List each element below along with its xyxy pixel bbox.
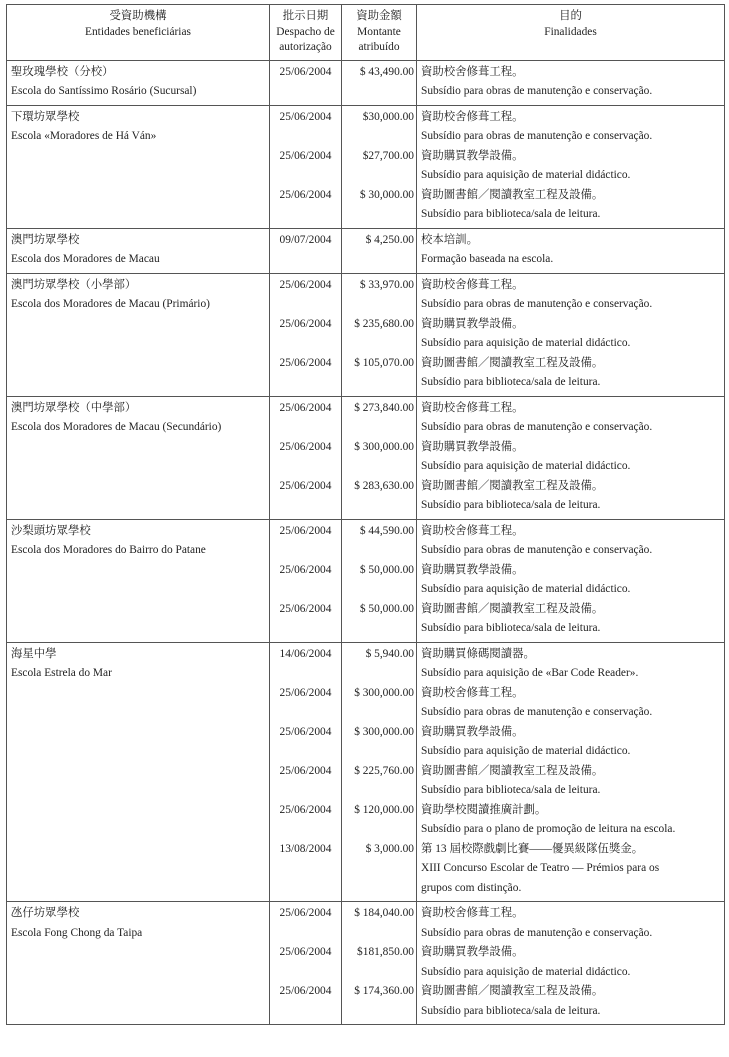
purpose-pt: Subsídio para biblioteca/sala de leitura. bbox=[421, 1004, 601, 1017]
spacer bbox=[342, 541, 414, 561]
purpose-zh: 資助圖書館／閱讀教室工程及設備。 bbox=[421, 356, 604, 369]
grant-date: 25/06/2004 bbox=[279, 764, 332, 777]
purpose-pt: Subsídio para aquisição de material didáctico. bbox=[421, 583, 631, 595]
purpose-zh: 資助校舍修葺工程。 bbox=[421, 686, 524, 699]
spacer bbox=[342, 703, 414, 723]
spacer bbox=[270, 963, 341, 983]
spacer bbox=[270, 879, 341, 899]
grant-date: 25/06/2004 bbox=[279, 907, 332, 919]
purpose-pt: Subsídio para obras de manutenção e conservação. bbox=[421, 298, 653, 310]
purpose-zh: 資助校舍修葺工程。 bbox=[421, 401, 524, 414]
purpose-zh: 資助購買教學設備。 bbox=[421, 946, 524, 958]
spacer bbox=[270, 619, 341, 639]
purpose-zh: 資助圖書館／閱讀教室工程及設備。 bbox=[421, 479, 604, 492]
grant-amount: $ 3,000.00 bbox=[365, 842, 414, 855]
purpose-cell bbox=[417, 396, 725, 519]
grant-date: 25/06/2004 bbox=[279, 725, 332, 738]
purpose-zh: 資助圖書館／閱讀教室工程及設備。 bbox=[421, 985, 604, 997]
header-date bbox=[270, 5, 342, 61]
purpose-cell bbox=[417, 642, 725, 902]
spacer bbox=[342, 664, 414, 684]
header-line: Finalidades bbox=[544, 25, 597, 38]
grant-date: 25/06/2004 bbox=[279, 317, 332, 330]
grants-document bbox=[6, 4, 724, 1025]
grant-amount: $ 33,970.00 bbox=[359, 278, 414, 291]
purpose-pt: Formação baseada na escola. bbox=[421, 253, 554, 265]
entity-name-zh: 氹仔坊眾學校 bbox=[11, 907, 80, 919]
table-row bbox=[7, 60, 725, 105]
table-row bbox=[7, 902, 725, 1025]
purpose-zh: 資助購買教學設備。 bbox=[421, 317, 524, 330]
table-row bbox=[7, 519, 725, 642]
grant-date: 25/06/2004 bbox=[279, 401, 332, 414]
purpose-cell bbox=[417, 273, 725, 396]
entity-name-pt: Escola dos Moradores de Macau (Secundário) bbox=[11, 421, 222, 433]
grant-amount: $ 43,490.00 bbox=[359, 65, 414, 78]
purpose-pt: Subsídio para biblioteca/sala de leitura. bbox=[421, 499, 601, 511]
grant-date: 25/06/2004 bbox=[279, 563, 332, 576]
entity-name-pt: Escola do Santíssimo Rosário (Sucursal) bbox=[11, 85, 197, 97]
spacer bbox=[270, 820, 341, 840]
header-line: 受資助機構 bbox=[109, 10, 167, 22]
purpose-zh: 資助校舍修葺工程。 bbox=[421, 278, 524, 291]
spacer bbox=[342, 82, 414, 102]
grant-amount: $ 120,000.00 bbox=[354, 803, 414, 816]
grant-date: 25/06/2004 bbox=[279, 356, 332, 369]
table-row bbox=[7, 642, 725, 902]
purpose-pt: XIII Concurso Escolar de Teatro — Prémios para os bbox=[421, 862, 660, 874]
grant-date: 25/06/2004 bbox=[279, 686, 332, 699]
purpose-pt: Subsídio para biblioteca/sala de leitura. bbox=[421, 208, 601, 220]
purpose-pt: Subsídio para obras de manutenção e conservação. bbox=[421, 421, 653, 433]
spacer bbox=[270, 664, 341, 684]
purpose-zh: 資助校舍修葺工程。 bbox=[421, 110, 524, 123]
grant-amount: $ 30,000.00 bbox=[359, 188, 414, 201]
spacer bbox=[270, 496, 341, 516]
grant-date: 25/06/2004 bbox=[279, 602, 332, 615]
entity-name-pt: Escola dos Moradores de Macau (Primário) bbox=[11, 298, 210, 310]
spacer bbox=[270, 541, 341, 561]
spacer bbox=[270, 373, 341, 393]
purpose-pt: grupos com distinção. bbox=[421, 881, 522, 894]
purpose-pt: Subsídio para obras de manutenção e conservação. bbox=[421, 130, 653, 142]
grant-date: 25/06/2004 bbox=[279, 278, 332, 291]
spacer bbox=[342, 879, 414, 899]
date-cell bbox=[270, 902, 342, 1025]
spacer bbox=[342, 742, 414, 762]
spacer bbox=[270, 250, 341, 270]
spacer bbox=[342, 457, 414, 477]
grant-amount: $ 105,070.00 bbox=[354, 356, 414, 369]
date-cell bbox=[270, 396, 342, 519]
entity-cell bbox=[7, 60, 270, 105]
header-line: autorização bbox=[279, 41, 332, 53]
grant-date: 25/06/2004 bbox=[279, 440, 332, 453]
date-cell bbox=[270, 273, 342, 396]
header-amount bbox=[342, 5, 417, 61]
date-cell bbox=[270, 228, 342, 273]
purpose-pt: Subsídio para obras de manutenção e conservação. bbox=[421, 926, 653, 939]
grant-date: 25/06/2004 bbox=[279, 946, 332, 958]
spacer bbox=[342, 373, 414, 393]
purpose-zh: 資助校舍修葺工程。 bbox=[421, 524, 524, 537]
grant-amount: $ 225,760.00 bbox=[354, 764, 414, 777]
grant-date: 25/06/2004 bbox=[279, 149, 332, 162]
purpose-cell bbox=[417, 228, 725, 273]
entity-name-pt: Escola Estrela do Mar bbox=[11, 667, 112, 679]
date-cell bbox=[270, 105, 342, 228]
spacer bbox=[342, 250, 414, 270]
spacer bbox=[342, 496, 414, 516]
grant-date: 25/06/2004 bbox=[279, 65, 332, 78]
purpose-pt: Subsídio para aquisição de material didáctico. bbox=[421, 460, 631, 472]
header-line: atribuído bbox=[358, 41, 400, 53]
spacer bbox=[270, 82, 341, 102]
grant-date: 25/06/2004 bbox=[279, 803, 332, 816]
purpose-pt: Subsídio para biblioteca/sala de leitura. bbox=[421, 376, 601, 388]
grant-amount: $ 5,940.00 bbox=[365, 647, 414, 660]
spacer bbox=[270, 580, 341, 600]
amount-cell bbox=[342, 902, 417, 1025]
spacer bbox=[342, 580, 414, 600]
date-cell bbox=[270, 60, 342, 105]
grant-date: 13/08/2004 bbox=[279, 842, 332, 855]
spacer bbox=[270, 127, 341, 147]
entity-name-pt: Escola «Moradores de Há Ván» bbox=[11, 130, 157, 142]
grant-date: 14/06/2004 bbox=[279, 647, 332, 660]
purpose-zh: 資助圖書館／閱讀教室工程及設備。 bbox=[421, 764, 604, 777]
amount-cell bbox=[342, 519, 417, 642]
table-row bbox=[7, 396, 725, 519]
purpose-zh: 校本培訓。 bbox=[421, 233, 478, 246]
purpose-pt: Subsídio para obras de manutenção e conservação. bbox=[421, 85, 653, 97]
spacer bbox=[270, 924, 341, 944]
spacer bbox=[342, 963, 414, 983]
purpose-zh: 資助校舍修葺工程。 bbox=[421, 65, 524, 78]
purpose-cell bbox=[417, 519, 725, 642]
table-header-row bbox=[7, 5, 725, 61]
entity-name-pt: Escola Fong Chong da Taipa bbox=[11, 926, 143, 939]
purpose-zh: 資助購買條碼閱讀器。 bbox=[421, 647, 535, 660]
entity-cell bbox=[7, 396, 270, 519]
purpose-pt: Subsídio para biblioteca/sala de leitura. bbox=[421, 784, 601, 796]
entity-cell bbox=[7, 228, 270, 273]
spacer bbox=[270, 457, 341, 477]
grant-amount: $181,850.00 bbox=[357, 946, 414, 958]
purpose-cell bbox=[417, 902, 725, 1025]
spacer bbox=[342, 166, 414, 186]
grant-date: 25/06/2004 bbox=[279, 479, 332, 492]
grant-amount: $ 235,680.00 bbox=[354, 317, 414, 330]
purpose-pt: Subsídio para obras de manutenção e conservação. bbox=[421, 544, 653, 556]
entity-cell bbox=[7, 642, 270, 902]
table-row bbox=[7, 105, 725, 228]
header-entities bbox=[7, 5, 270, 61]
spacer bbox=[270, 742, 341, 762]
grant-amount: $ 300,000.00 bbox=[354, 440, 414, 453]
entity-name-zh: 沙梨頭坊眾學校 bbox=[11, 524, 91, 537]
entity-cell bbox=[7, 519, 270, 642]
amount-cell bbox=[342, 273, 417, 396]
amount-cell bbox=[342, 396, 417, 519]
spacer bbox=[342, 418, 414, 438]
spacer bbox=[342, 859, 414, 879]
purpose-zh: 資助購買教學設備。 bbox=[421, 563, 524, 576]
purpose-pt: Subsídio para aquisição de material didáctico. bbox=[421, 745, 631, 757]
grant-date: 25/06/2004 bbox=[279, 188, 332, 201]
purpose-pt: Subsídio para obras de manutenção e conservação. bbox=[421, 706, 653, 718]
grant-amount: $ 174,360.00 bbox=[354, 985, 414, 997]
table-row bbox=[7, 228, 725, 273]
entity-name-pt: Escola dos Moradores do Bairro do Patane bbox=[11, 544, 206, 556]
grants-table bbox=[6, 4, 725, 1025]
header-line: 批示日期 bbox=[282, 10, 329, 22]
purpose-zh: 資助購買教學設備。 bbox=[421, 725, 524, 738]
header-line: Entidades beneficiárias bbox=[85, 25, 191, 38]
purpose-zh: 資助校舍修葺工程。 bbox=[421, 907, 524, 919]
entity-name-zh: 下環坊眾學校 bbox=[11, 110, 80, 123]
spacer bbox=[342, 295, 414, 315]
grant-amount: $ 273,840.00 bbox=[354, 401, 414, 414]
spacer bbox=[270, 334, 341, 354]
table-row bbox=[7, 273, 725, 396]
purpose-cell bbox=[417, 60, 725, 105]
spacer bbox=[342, 924, 414, 944]
entity-cell bbox=[7, 105, 270, 228]
purpose-zh: 資助圖書館／閱讀教室工程及設備。 bbox=[421, 602, 604, 615]
purpose-pt: Subsídio para aquisição de material didáctico. bbox=[421, 337, 631, 349]
spacer bbox=[342, 205, 414, 225]
spacer bbox=[270, 418, 341, 438]
spacer bbox=[342, 781, 414, 801]
amount-cell bbox=[342, 105, 417, 228]
header-line: Montante bbox=[357, 25, 401, 38]
spacer bbox=[270, 1002, 341, 1022]
amount-cell bbox=[342, 60, 417, 105]
purpose-zh: 第 13 屆校際戲劇比賽——優異級隊伍獎金。 bbox=[421, 842, 644, 855]
grant-amount: $ 184,040.00 bbox=[354, 907, 414, 919]
entity-cell bbox=[7, 902, 270, 1025]
header-purpose bbox=[417, 5, 725, 61]
entity-name-zh: 澳門坊眾學校（小學部） bbox=[11, 278, 137, 291]
spacer bbox=[342, 619, 414, 639]
entity-name-zh: 澳門坊眾學校（中學部） bbox=[11, 401, 137, 414]
purpose-pt: Subsídio para o plano de promoção de leitura na escola. bbox=[421, 823, 676, 835]
date-cell bbox=[270, 642, 342, 902]
spacer bbox=[270, 166, 341, 186]
grant-amount: $ 300,000.00 bbox=[354, 725, 414, 738]
grant-amount: $ 283,630.00 bbox=[354, 479, 414, 492]
spacer bbox=[342, 820, 414, 840]
entity-name-pt: Escola dos Moradores de Macau bbox=[11, 253, 160, 265]
grant-amount: $ 300,000.00 bbox=[354, 686, 414, 699]
purpose-zh: 資助圖書館／閱讀教室工程及設備。 bbox=[421, 188, 604, 201]
spacer bbox=[270, 703, 341, 723]
amount-cell bbox=[342, 228, 417, 273]
amount-cell bbox=[342, 642, 417, 902]
grant-date: 25/06/2004 bbox=[279, 524, 332, 537]
grant-amount: $27,700.00 bbox=[362, 149, 414, 162]
grant-date: 25/06/2004 bbox=[279, 985, 332, 997]
purpose-pt: Subsídio para aquisição de «Bar Code Reader». bbox=[421, 667, 639, 679]
header-line: Despacho de bbox=[276, 25, 335, 38]
entity-name-zh: 聖玫瑰學校（分校） bbox=[11, 65, 114, 78]
spacer bbox=[342, 334, 414, 354]
grant-amount: $ 4,250.00 bbox=[365, 233, 414, 246]
entity-name-zh: 澳門坊眾學校 bbox=[11, 233, 80, 246]
purpose-zh: 資助學校閱讀推廣計劃。 bbox=[421, 803, 547, 816]
purpose-cell bbox=[417, 105, 725, 228]
purpose-pt: Subsídio para aquisição de material didáctico. bbox=[421, 169, 631, 181]
grant-date: 25/06/2004 bbox=[279, 110, 332, 123]
purpose-pt: Subsídio para biblioteca/sala de leitura. bbox=[421, 622, 601, 634]
date-cell bbox=[270, 519, 342, 642]
entity-cell bbox=[7, 273, 270, 396]
header-line: 目的 bbox=[559, 10, 582, 22]
grant-amount: $ 50,000.00 bbox=[359, 563, 414, 576]
spacer bbox=[270, 781, 341, 801]
grant-amount: $ 44,590.00 bbox=[359, 524, 414, 537]
purpose-zh: 資助購買教學設備。 bbox=[421, 440, 524, 453]
spacer bbox=[270, 205, 341, 225]
grant-date: 09/07/2004 bbox=[279, 233, 332, 246]
spacer bbox=[342, 1002, 414, 1022]
entity-name-zh: 海星中學 bbox=[11, 647, 57, 660]
grant-amount: $ 50,000.00 bbox=[359, 602, 414, 615]
grant-amount: $30,000.00 bbox=[362, 110, 414, 123]
spacer bbox=[342, 127, 414, 147]
header-line: 資助金額 bbox=[356, 10, 402, 22]
spacer bbox=[270, 859, 341, 879]
spacer bbox=[270, 295, 341, 315]
purpose-zh: 資助購買教學設備。 bbox=[421, 149, 524, 162]
purpose-pt: Subsídio para aquisição de material didáctico. bbox=[421, 965, 631, 978]
